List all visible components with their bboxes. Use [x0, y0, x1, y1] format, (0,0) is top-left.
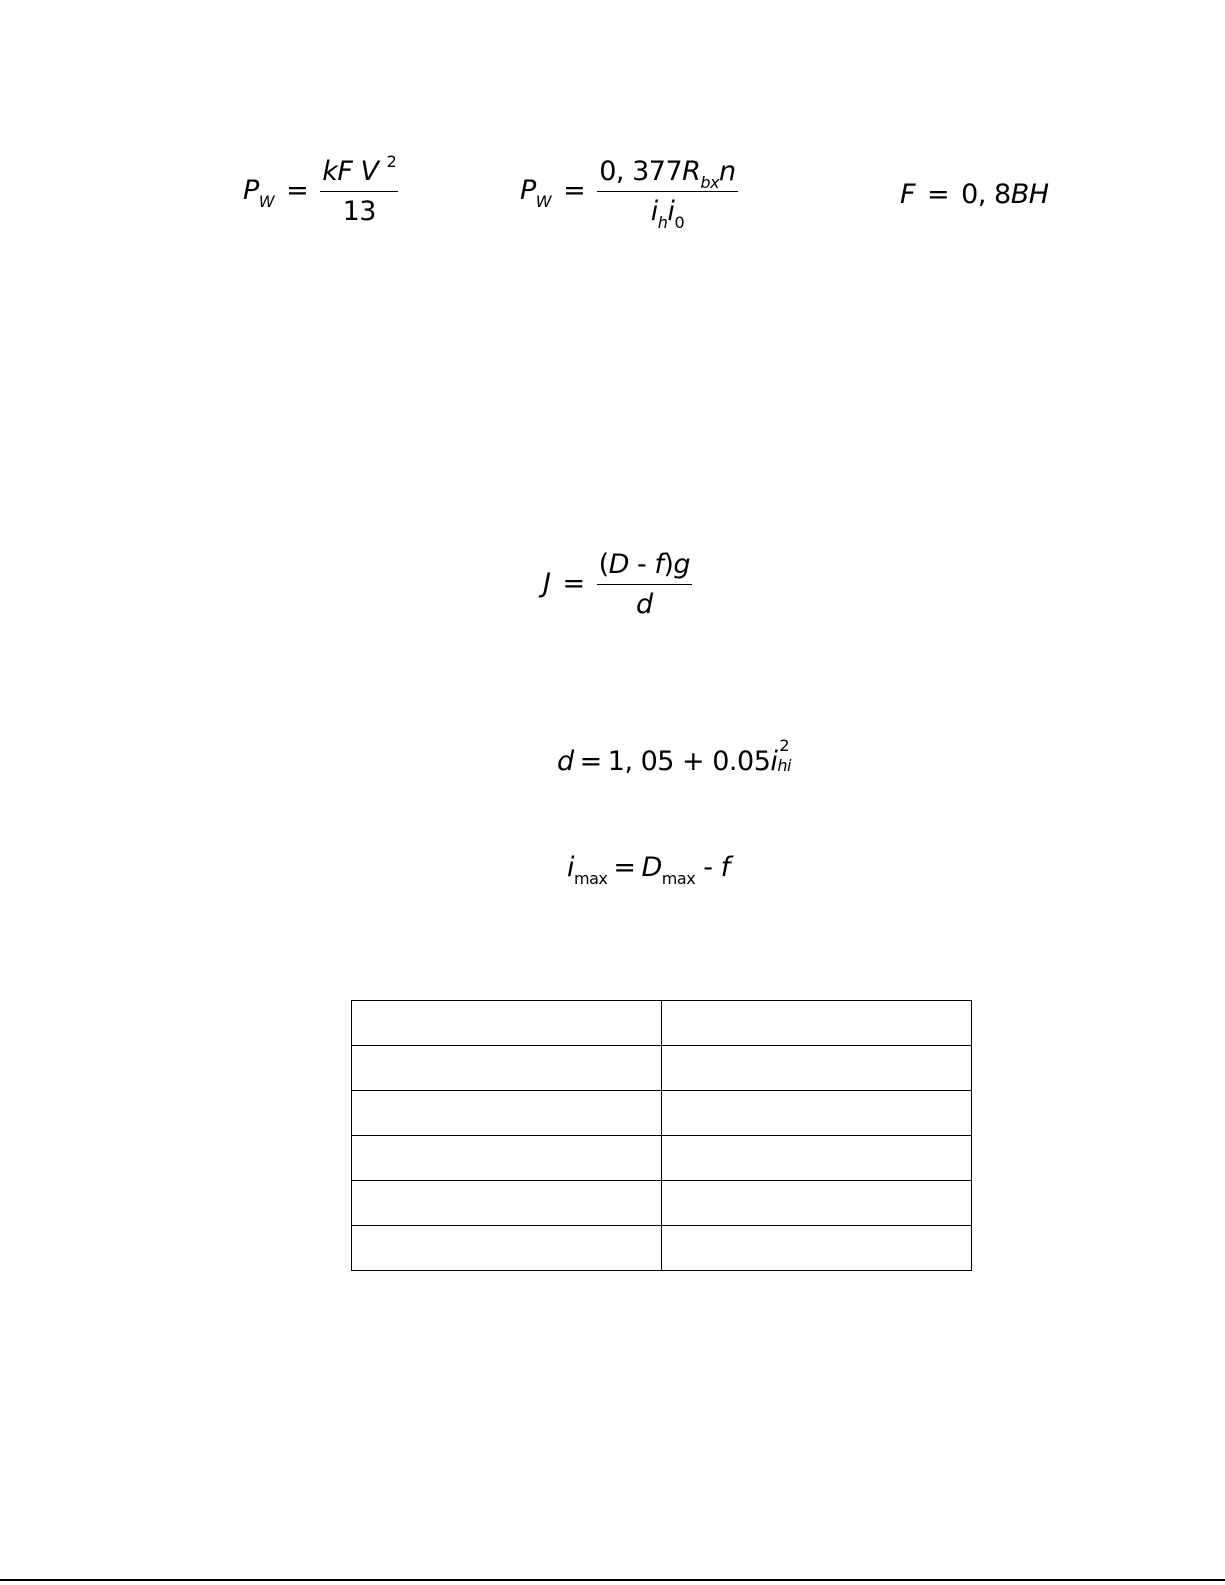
table-cell — [662, 1091, 972, 1136]
table-cell — [662, 1226, 972, 1271]
symbol-n: n — [719, 156, 736, 187]
symbol-r: R — [682, 156, 701, 187]
numerator — [320, 152, 398, 191]
symbol-f: f — [654, 549, 664, 580]
symbol-k: k — [322, 156, 338, 187]
symbol-bh: BH — [1010, 179, 1049, 210]
equals-sign: = — [579, 746, 602, 777]
symbol-d: D — [641, 852, 662, 883]
fraction — [320, 152, 398, 227]
table-row — [352, 1136, 972, 1181]
table-cell — [352, 1046, 662, 1091]
symbol-i: i — [770, 746, 778, 777]
symbol-i: i — [667, 196, 675, 227]
formula-frontal-area — [900, 181, 1049, 208]
equals-sign: = — [563, 175, 586, 206]
paren-open: ( — [598, 549, 609, 580]
data-table — [351, 1000, 972, 1271]
table-row — [352, 1001, 972, 1046]
equals-sign: = — [562, 568, 585, 599]
equals-sign: = — [613, 852, 636, 883]
formula-rotating-mass-coefficient — [557, 736, 795, 777]
paren-close: ) — [663, 549, 674, 580]
denominator: 13 — [320, 191, 398, 225]
formula-acceleration — [543, 551, 692, 618]
minus-sign: - — [628, 549, 655, 580]
table-cell — [662, 1136, 972, 1181]
symbol-g: g — [673, 549, 691, 580]
symbol-f: F — [900, 179, 916, 210]
equals-sign: = — [286, 175, 309, 206]
fraction — [597, 551, 692, 618]
fraction — [597, 156, 737, 232]
denominator — [597, 191, 737, 232]
superscript-2: 2 — [386, 152, 397, 171]
formula-max-dynamic-factor — [567, 852, 730, 888]
subscript-max: max — [661, 869, 696, 888]
subscript-0: 0 — [674, 213, 685, 232]
subscript-hi: hi — [777, 756, 791, 775]
numerator — [597, 158, 737, 191]
table-cell — [662, 1046, 972, 1091]
table-row — [352, 1181, 972, 1226]
symbol-d: d — [557, 746, 574, 777]
minus-sign: - — [695, 852, 721, 883]
coefficient-expression: 1, 05 + 0.05 — [607, 746, 771, 777]
formula-air-resistance-power — [243, 152, 398, 227]
table-row — [352, 1226, 972, 1271]
symbol-d: D — [608, 549, 629, 580]
numerator — [597, 551, 692, 584]
table-cell — [662, 1001, 972, 1046]
script-stack — [777, 736, 795, 775]
symbol-p: P — [243, 175, 259, 206]
coefficient: 0, 377 — [599, 156, 683, 187]
table-cell — [662, 1181, 972, 1226]
symbol-v: V — [360, 156, 379, 187]
symbol-i: i — [567, 852, 575, 883]
equals-sign: = — [927, 179, 950, 210]
symbol-f: F — [337, 156, 353, 187]
table-row — [352, 1046, 972, 1091]
table-cell — [352, 1226, 662, 1271]
table-cell — [352, 1091, 662, 1136]
symbol-p: P — [520, 175, 536, 206]
symbol-i: i — [650, 196, 658, 227]
page-bottom-rule — [0, 1579, 1225, 1581]
subscript-w: W — [258, 192, 275, 211]
table-row — [352, 1091, 972, 1136]
subscript-bx: bx — [700, 173, 720, 192]
table — [351, 1000, 972, 1271]
subscript-w: W — [535, 192, 552, 211]
table-cell — [352, 1001, 662, 1046]
symbol-d: d — [636, 589, 653, 620]
superscript-2: 2 — [779, 736, 790, 755]
formula-engine-power — [520, 156, 738, 232]
coefficient: 0, 8 — [961, 179, 1011, 210]
symbol-f: f — [720, 852, 730, 883]
subscript-h: h — [657, 213, 668, 232]
table-cell — [352, 1181, 662, 1226]
subscript-max: max — [574, 869, 608, 888]
denominator — [597, 584, 692, 618]
symbol-j: J — [543, 568, 551, 599]
table-cell — [352, 1136, 662, 1181]
